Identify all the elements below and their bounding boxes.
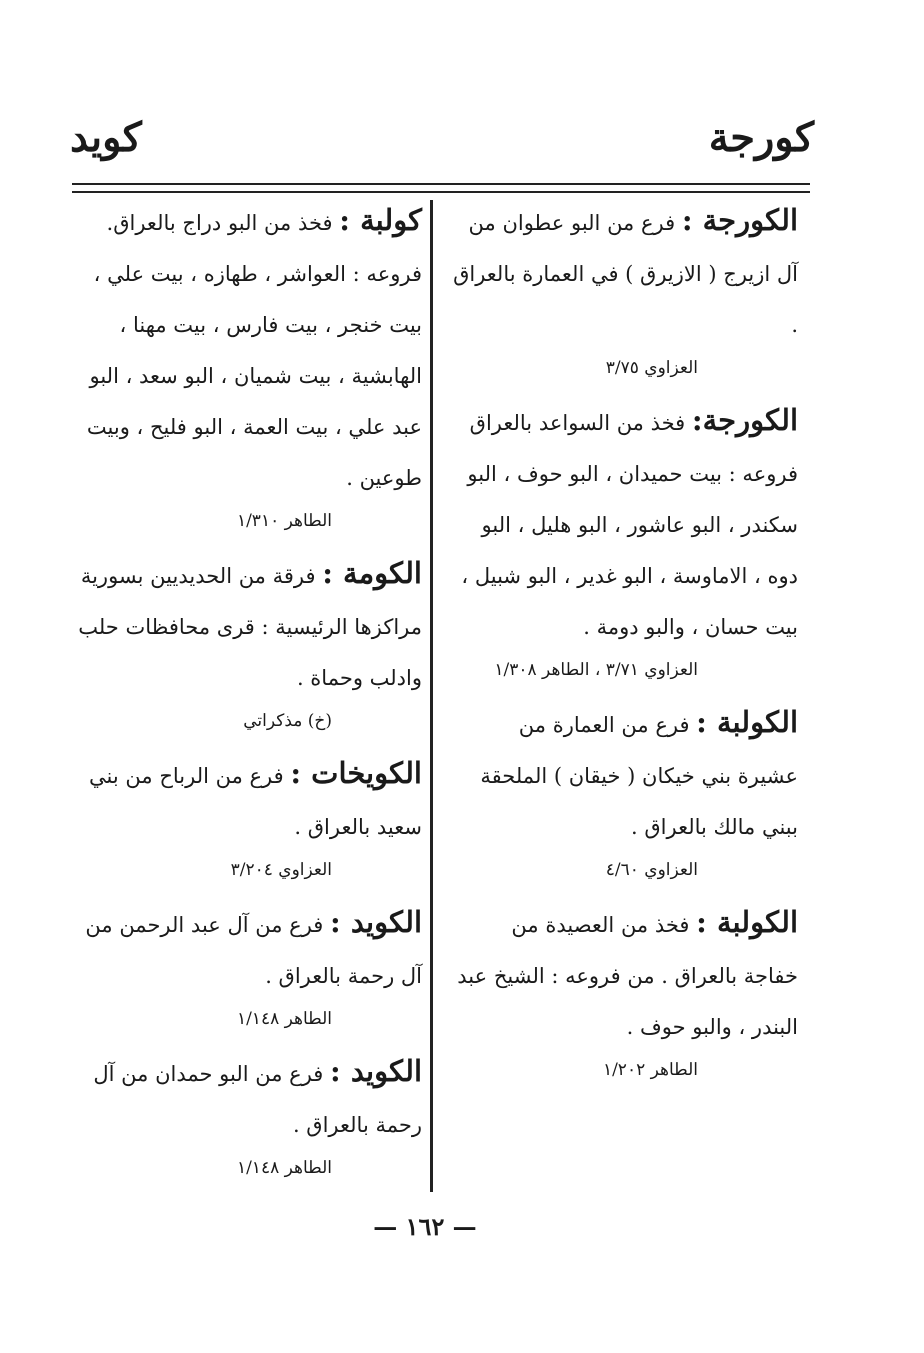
entry-term: كولبة : bbox=[339, 203, 422, 237]
entry-source: الطاهر ١/٣١٠ bbox=[236, 511, 332, 531]
entry-term: الكولبة : bbox=[696, 905, 798, 939]
entry bbox=[452, 697, 798, 887]
entry-term: الكورجة : bbox=[681, 203, 798, 237]
entry bbox=[452, 395, 798, 687]
entry-text: فرع من البو حمدان من آل رحمة بالعراق . bbox=[93, 1062, 422, 1137]
left-column bbox=[72, 195, 422, 1195]
entry bbox=[72, 897, 422, 1036]
entry-term: الكولبة : bbox=[696, 705, 798, 739]
entry-text: فخذ من العصيدة من خفاجة بالعراق . من فروعه : الشيخ عبد البندر ، والبو حوف . bbox=[457, 913, 798, 1039]
entry-text: فرع من البو عطوان من آل ازيرج ( الازيرق ) في العمارة بالعراق . bbox=[453, 211, 798, 337]
entry-text: فخذ من السواعد بالعراق فروعه : بيت حميدان ، البو حوف ، البو سكندر ، البو عاشور ، البو هليل ، البو دوه ، الاماوسة ، البو غدير ، البو شبيل ، بيت حسان ، والبو دومة . bbox=[461, 411, 798, 639]
entry-term: الكومة : bbox=[322, 556, 422, 590]
entry-text: فخذ من البو دراج بالعراق. فروعه : العواشر ، طهازه ، بيت علي ، بيت خنجر ، بيت فارس ، بيت مهنا ، الهابشية ، بيت شميان ، البو سعد ، البو عبد علي ، بيت العمة ، البو فليح ، وبيت طوعين . bbox=[86, 211, 422, 490]
entry bbox=[72, 548, 422, 738]
entry-source: الطاهر ١/١٤٨ bbox=[236, 1009, 332, 1029]
entry-text: فرع من العمارة من عشيرة بني خيكان ( خيقان ) الملحقة ببني مالك بالعراق . bbox=[480, 713, 798, 839]
entry-text: فرقة من الحديديين بسورية مراكزها الرئيسية : قرى محافظات حلب وادلب وحماة . bbox=[78, 564, 422, 690]
entry-term: الكويد : bbox=[330, 905, 422, 939]
right-column bbox=[452, 195, 798, 1097]
entry bbox=[72, 748, 422, 887]
entry-source: الطاهر ١/١٤٨ bbox=[236, 1158, 332, 1178]
header-guide-word-left: كويد bbox=[70, 114, 142, 161]
header-rule-top bbox=[72, 183, 810, 185]
header-rule-bottom bbox=[72, 191, 810, 193]
entry-term: الكويد : bbox=[330, 1054, 422, 1088]
column-divider bbox=[430, 200, 433, 1192]
page-number: — ١٦٢ — bbox=[373, 1212, 477, 1241]
entry bbox=[452, 897, 798, 1087]
entry bbox=[452, 195, 798, 385]
entry-source: العزاوي ٣/٧١ ، الطاهر ١/٣٠٨ bbox=[494, 660, 698, 680]
header-guide-word-right: كورجة bbox=[708, 114, 814, 161]
entry bbox=[72, 1046, 422, 1185]
entry-source: العزاوي ٣/٧٥ bbox=[605, 358, 698, 378]
entry-source: الطاهر ١/٢٠٢ bbox=[602, 1060, 698, 1080]
entry-source: (خ) مذكراتي bbox=[243, 711, 332, 731]
entry-text: فرع من الرباح من بني سعيد بالعراق . bbox=[89, 764, 422, 839]
entry-text: فرع من آل عبد الرحمن من آل رحمة بالعراق . bbox=[85, 913, 422, 988]
page-header bbox=[70, 108, 814, 168]
entry-term: الكويخات : bbox=[290, 756, 422, 790]
entry-source: العزاوي ٤/٦٠ bbox=[605, 860, 698, 880]
entry-term: الكورجة: bbox=[691, 403, 798, 437]
entry-source: العزاوي ٣/٢٠٤ bbox=[230, 860, 332, 880]
entry bbox=[72, 195, 422, 538]
